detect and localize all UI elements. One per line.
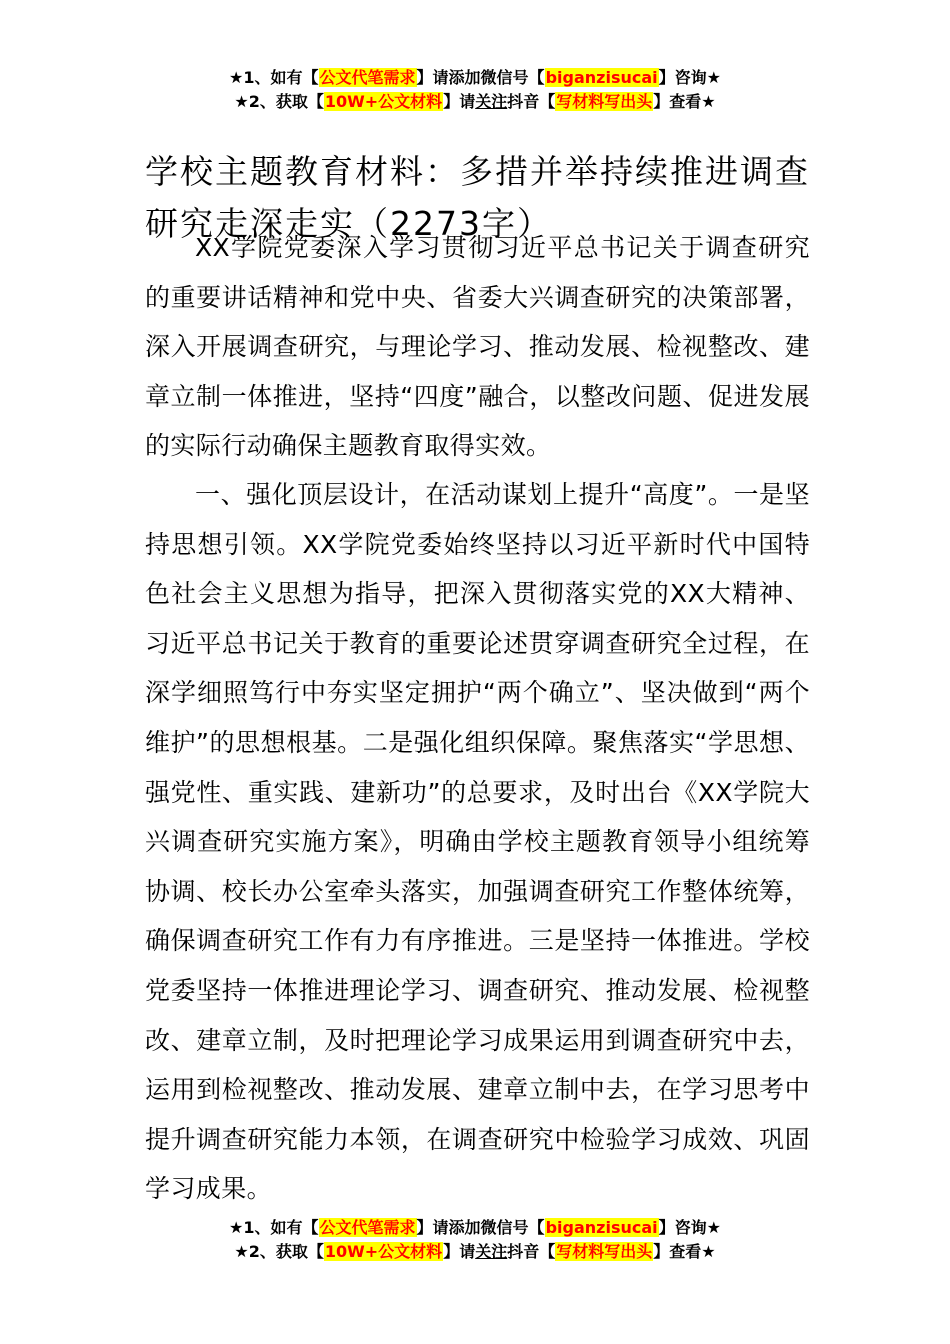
promo-underline-word: 关注 xyxy=(475,92,508,111)
body-paragraph-section-1: 一、强化顶层设计，在活动谋划上提升“高度”。一是坚持思想引领。XX学院党委始终坚持以习近平新时代中国特色社会主义思想为指导，把深入贯彻落实党的XX大精神、习近平总书记关于教育的重要论述贯穿调查研究全过程，在深学细照笃行中夯实坚定拥护“两个确立”、坚决做到“两个维护”的思想根基。二是强化组织保障。聚焦落实“学思想、强党性、重实践、建新功”的总要求，及时出台《XX学院大兴调查研究实施方案》，明确由学校主题教育领导小组统筹协调、校长办公室牵头落实，加强调查研究工作整体统筹，确保调查研究工作有力有序推进。三是坚持一体推进。学校党委坚持一体推进理论学习、调查研究、推动发展、检视整改、建章立制，及时把理论学习成果运用到调查研究中去，运用到检视整改、推动发展、建章立制中去，在学习思考中提升调查研究能力本领，在调查研究中检验学习成效、巩固学习成果。 xyxy=(145,480,810,1204)
promo-highlight-materials: 10W+公文材料 xyxy=(324,1242,443,1261)
promo-line-2-suffix: 】查看★ xyxy=(653,92,716,111)
promo-line-2-suffix: 】查看★ xyxy=(653,1242,716,1261)
promo-line-1 xyxy=(0,1216,950,1240)
promo-underline-word: 关注 xyxy=(475,1242,508,1261)
body-paragraph-intro: XX学院党委深入学习贯彻习近平总书记关于调查研究的重要讲话精神和党中央、省委大兴调查研究的决策部署，深入开展调查研究，与理论学习、推动发展、检视整改、建章立制一体推进，坚持“四度”融合，以整改问题、促进发展的实际行动确保主题教育取得实效。 xyxy=(145,233,810,461)
promo-header xyxy=(0,66,950,114)
promo-line-2-prefix: ★2、获取【 xyxy=(234,1242,324,1261)
promo-line-1-suffix: 】咨询★ xyxy=(658,1218,721,1237)
promo-line-1 xyxy=(0,66,950,90)
promo-line-2-prefix: ★2、获取【 xyxy=(234,92,324,111)
promo-highlight-service: 公文代笔需求 xyxy=(319,68,416,87)
promo-bold-word: 加 xyxy=(464,1218,481,1237)
page-title: 学校主题教育材料：多措并举持续推进调查研究走深走实（2273字） xyxy=(145,152,810,244)
promo-line-2-mid2: 抖音【 xyxy=(507,92,556,111)
promo-highlight-materials: 10W+公文材料 xyxy=(324,92,443,111)
promo-line-2-mid: 】请 xyxy=(443,92,476,111)
promo-line-1-prefix: ★1、如有【 xyxy=(229,68,319,87)
promo-line-1-suffix: 】咨询★ xyxy=(658,68,721,87)
promo-bold-word: 加 xyxy=(464,68,481,87)
promo-line-2-mid2: 抖音【 xyxy=(507,1242,556,1261)
promo-line-1-mid: 】请添 xyxy=(416,1218,465,1237)
promo-highlight-service: 公文代笔需求 xyxy=(319,1218,416,1237)
promo-highlight-wechat: biganzisucai xyxy=(545,1218,658,1237)
promo-line-2 xyxy=(0,1240,950,1264)
promo-line-1-mid: 】请添 xyxy=(416,68,465,87)
promo-highlight-wechat: biganzisucai xyxy=(545,68,658,87)
promo-line-1-mid2: 微信号【 xyxy=(480,1218,545,1237)
promo-line-2-mid: 】请 xyxy=(443,1242,476,1261)
promo-highlight-douyin: 写材料写出头 xyxy=(556,92,653,111)
promo-line-2 xyxy=(0,90,950,114)
promo-line-1-mid2: 微信号【 xyxy=(480,68,545,87)
promo-line-1-prefix: ★1、如有【 xyxy=(229,1218,319,1237)
promo-footer xyxy=(0,1216,950,1264)
promo-highlight-douyin: 写材料写出头 xyxy=(556,1242,653,1261)
